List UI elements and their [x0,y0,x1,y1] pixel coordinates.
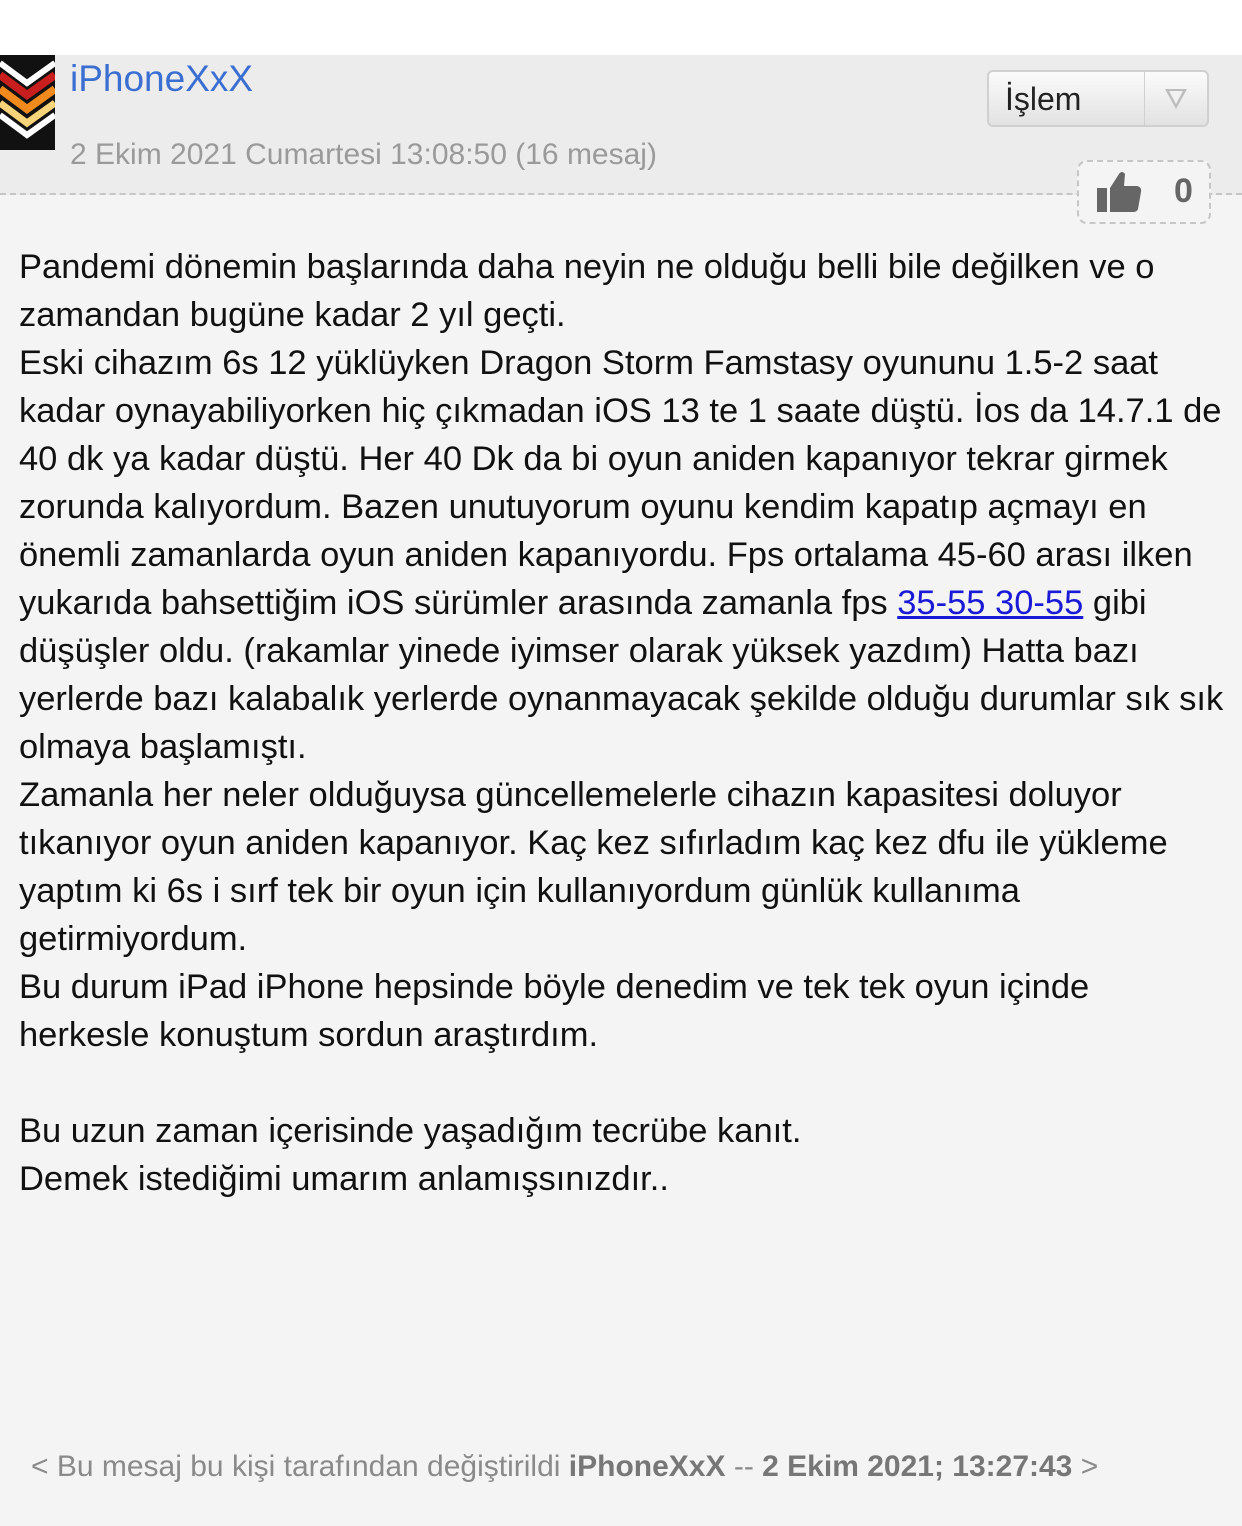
triangle-down-icon [1165,89,1187,109]
post-meta [70,135,657,175]
post-header [0,55,1242,195]
body-text: Eski cihazım 6s 12 yüklüyken Dragon Storm Famstasy oyununu 1.5-2 saat kadar oynayabiliyorken hiç çıkmadan iOS 13 te 1 saate düştü. İos da 14.7.1 de 40 dk ya kadar düştü. Her 40 Dk da bi oyun aniden kapanıyor tekrar girmek zorunda kalıyordum. Bazen unutuyorum oyunu kendim kapatıp açmayı en önemli zamanlarda oyun aniden kapanıyordu. Fps ortalama 45-60 arası ilken yukarıda bahsettiğim iOS sürümler arasında zamanla fps [19,344,1222,622]
edit-note-prefix: < Bu mesaj bu kişi tarafından değiştirildi [31,1450,569,1483]
action-dropdown[interactable] [987,70,1209,127]
edit-note-editor: iPhoneXxX [568,1450,726,1483]
thumbs-up-icon [1095,170,1143,214]
fps-link[interactable]: 35-55 30-55 [897,584,1084,622]
forum-post [0,55,1242,1526]
edit-note [31,1445,1098,1489]
body-paragraph [19,339,1229,771]
message-count: (16 mesaj) [515,138,657,171]
header-divider [0,193,1242,195]
edit-note-suffix: > [1072,1450,1099,1483]
body-paragraph: Bu durum iPad iPhone hepsinde böyle denedim ve tek tek oyun içinde herkesle konuştum sordun araştırdım. [19,968,1090,1054]
avatar-image [0,55,55,150]
top-strip [0,0,1242,55]
body-paragraph: Demek istediğimi umarım anlamışsınızdır.. [19,1160,669,1198]
edit-note-timestamp: 2 Ekim 2021; 13:27:43 [762,1450,1073,1483]
edit-note-separator: -- [725,1450,763,1483]
like-count: 0 [1174,172,1193,210]
body-paragraph: Bu uzun zaman içerisinde yaşadığım tecrübe kanıt. [19,1112,802,1150]
action-dropdown-label: İşlem [1005,81,1082,117]
post-body [19,243,1229,1203]
body-paragraph: Zamanla her neler olduğuysa güncellemelerle cihazın kapasitesi doluyor tıkanıyor oyun aniden kapanıyor. Kaç kez sıfırladım kaç kez dfu ile yükleme yaptım ki 6s i sırf tek bir oyun için kullanıyordum günlük kullanıma getirmiyordum. [19,776,1168,958]
avatar[interactable] [0,55,55,150]
author-username[interactable]: iPhoneXxX [70,58,254,99]
like-button[interactable] [1077,160,1211,224]
body-text: gibi düşüşler oldu. (rakamlar yinede iyimser olarak yüksek yazdım) Hatta bazı yerlerde bazı kalabalık yerlerde oynanmayacak şekilde olduğu durumlar sık sık olmaya başlamıştı. [19,584,1224,766]
action-dropdown-button[interactable] [1144,72,1207,125]
paragraph-gap [19,1059,1229,1107]
body-paragraph: Pandemi dönemin başlarında daha neyin ne olduğu belli bile değilken ve o zamandan bugüne kadar 2 yıl geçti. [19,248,1155,334]
post-date: 2 Ekim 2021 Cumartesi 13:08:50 [70,138,507,171]
